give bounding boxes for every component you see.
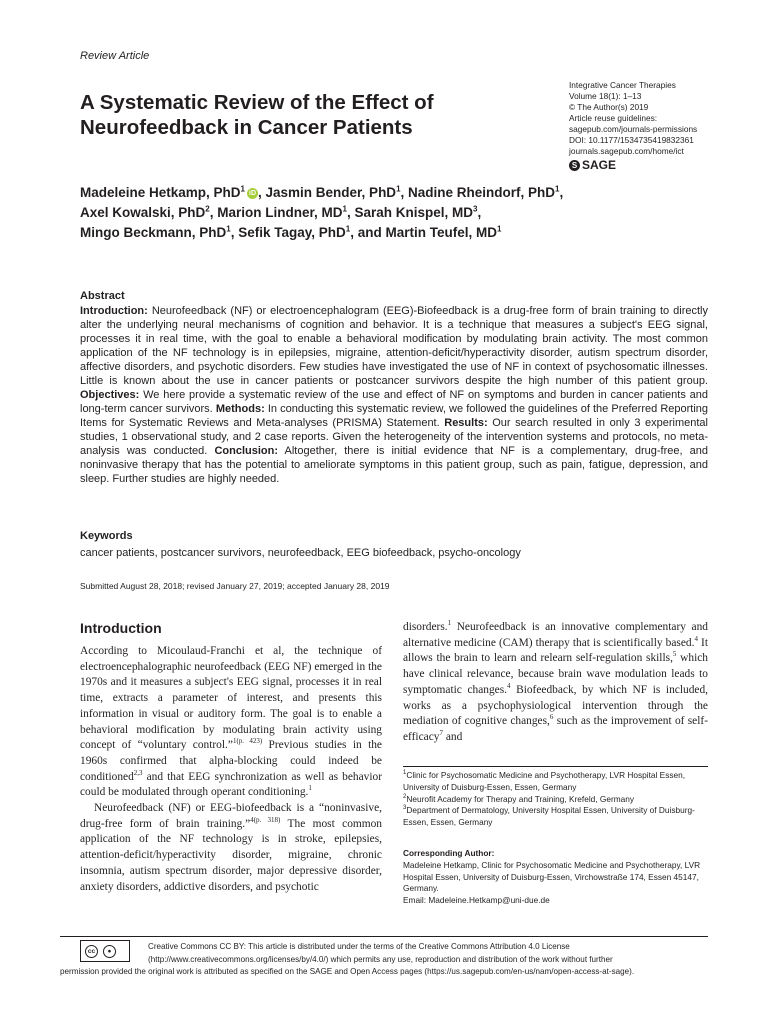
body-text: According to Micoulaud-Franchi et al, the technique of electroencephalographic neurofeedback (EEG NF) emerged in the 1970s and it measures a subject's EEG signal, processes it in real time, extracts a parameter of interest, and presents this information in visual or auditory form. The goal is to enable a behavioral modification by modulating brain activity using concept of “voluntary control.” bbox=[80, 645, 382, 752]
body-text: Biofeedback, by which NF is included, works as a psychophysiological intervention through the mediation of cognitive changes, bbox=[403, 683, 708, 728]
affiliation-item bbox=[403, 794, 708, 806]
affiliation-divider bbox=[403, 766, 708, 767]
body-paragraph bbox=[80, 801, 382, 895]
abstract-intro-label: Introduction: bbox=[80, 305, 148, 317]
copyright: © The Author(s) 2019 bbox=[569, 102, 649, 112]
author-name: Sefik Tagay, PhD bbox=[238, 225, 346, 240]
abstract-objectives-label: Objectives: bbox=[80, 389, 140, 401]
license-line: Creative Commons CC BY: This article is distributed under the terms of the Creative Commons Attribution 4.0 License bbox=[148, 942, 570, 951]
sage-logo-icon: S bbox=[569, 160, 580, 171]
author-name: Nadine Rheindorf, PhD bbox=[408, 185, 556, 200]
abstract-conclusion-text: Altogether, there is initial evidence that NF is a complementary, drug-free, and noninvasive therapy that has the potential to ameliorate symptoms in this patient group, such as pain, fatigue, depression, and sleep. Further studies are highly needed. bbox=[80, 445, 708, 485]
keywords-text: cancer patients, postcancer survivors, neurofeedback, EEG biofeedback, psycho-oncology bbox=[80, 547, 521, 559]
author-list: Madeleine Hetkamp, PhD$^1$ iD , Jasmin Bender, PhD$^1$, Nadine Rheindorf, PhD$^1$, Axel Kowalski, PhD$^2$, Marion Lindner, $MD^1$, Sarah Knispel, $MD^3$, Mingo Beckmann, PhD$^1$, Sefik Tagay, PhD$^1$, and Martin Teufel, $MD^1$ bbox=[80, 184, 564, 240]
abstract-conclusion-label: Conclusion: bbox=[214, 445, 279, 457]
author-affil-sup: 1 bbox=[226, 224, 231, 234]
author-affil-sup: 1 bbox=[555, 184, 560, 194]
affiliation-sup: 2 bbox=[403, 793, 407, 800]
abstract-objectives-text: We here provide a systematic review of the use and effect of NF on symptoms and burden in cancer patients and long-term cancer survivors. bbox=[80, 389, 708, 415]
affiliation-item bbox=[403, 770, 708, 794]
citation[interactable]: 1 bbox=[308, 784, 312, 793]
citation[interactable]: 1(p. 423) bbox=[232, 737, 263, 746]
author-name: Martin Teufel, MD bbox=[385, 225, 498, 240]
abstract-results-text: Our search resulted in only 3 experimental studies, 1 observational study, and 2 case reports. Given the heterogeneity of the intervention systems and protocols, no meta-analysis was conducted. bbox=[80, 417, 708, 457]
introduction-heading: Introduction bbox=[80, 620, 162, 636]
journal-info bbox=[569, 80, 697, 157]
author-name: Jasmin Bender, PhD bbox=[265, 185, 397, 200]
submission-dates: Submitted August 28, 2018; revised January 27, 2019; accepted January 28, 2019 bbox=[80, 581, 390, 591]
author-affil-sup: 1 bbox=[396, 184, 401, 194]
citation[interactable]: 4(p. 318) bbox=[250, 815, 281, 824]
body-text: disorders. bbox=[403, 621, 448, 633]
article-title: A Systematic Review of the Effect of Neurofeedback in Cancer Patients bbox=[80, 91, 434, 139]
corresponding-author bbox=[403, 848, 708, 907]
corresponding-author-address: Madeleine Hetkamp, Clinic for Psychosomatic Medicine and Psychotherapy, LVR Hospital Essen, University of Duisburg-Essen, Virchowstraße 174, Essen 45147, Germany. bbox=[403, 859, 701, 894]
author-affil-sup: 1 bbox=[240, 184, 245, 194]
citation[interactable]: 2,3 bbox=[133, 768, 143, 777]
body-text: such as the improvement of self-efficacy bbox=[403, 715, 708, 743]
corresponding-author-heading: Corresponding Author: bbox=[403, 848, 495, 858]
author-name: Madeleine Hetkamp, PhD bbox=[80, 185, 241, 200]
affiliation-item bbox=[403, 805, 708, 829]
author-affil-sup: 2 bbox=[205, 204, 210, 214]
affiliation-sup: 3 bbox=[403, 805, 407, 812]
journal-home-link[interactable]: journals.sagepub.com/home/ict bbox=[569, 146, 684, 156]
abstract-methods-text: In conducting this systematic review, we followed the guidelines of the Preferred Reporting Items for Systematic Reviews and Meta-analyses (PRISMA) Statement. bbox=[80, 403, 709, 429]
abstract-methods-label: Methods: bbox=[215, 403, 265, 415]
abstract-results-label: Results: bbox=[444, 417, 488, 429]
author-name: Sarah Knispel, MD bbox=[354, 205, 474, 220]
affiliation-text: Department of Dermatology, University Hospital Essen, University of Duisburg-Essen, Essen, Germany bbox=[403, 805, 695, 828]
journal-volume: Volume 18(1): 1–13 bbox=[569, 91, 642, 101]
affiliation-sup: 1 bbox=[403, 770, 407, 777]
doi-link[interactable]: DOI: 10.1177/1534735419832361 bbox=[569, 135, 694, 145]
section-label: Review Article bbox=[80, 50, 150, 62]
body-text: Previous studies in the 1960s confirmed that alpha-blocking could indeed be conditioned bbox=[80, 739, 382, 783]
author-name: Marion Lindner, MD bbox=[217, 205, 343, 220]
reuse-label: Article reuse guidelines: bbox=[569, 113, 658, 123]
citation[interactable]: 4 bbox=[506, 682, 511, 691]
citation[interactable]: 4 bbox=[694, 634, 698, 643]
abstract-heading: Abstract bbox=[80, 290, 125, 302]
body-paragraph bbox=[80, 644, 382, 801]
affiliations bbox=[403, 770, 708, 829]
sage-logo-text: SAGE bbox=[582, 158, 617, 172]
citation[interactable]: 5 bbox=[672, 650, 677, 659]
body-text: The most common application of the NF technology is in stroke, epilepsies, attention-deficit/hyperactivity disorder, migraine, chronic insomnia, autism spectrum disorder, major depressive disorder, anxiety disorders, addictive disorders, and psychotic bbox=[80, 817, 382, 893]
body-text: Neurofeedback (NF) or EEG-biofeedback is a “noninvasive, drug-free form of brain training.” bbox=[80, 802, 382, 830]
citation[interactable]: 1 bbox=[447, 619, 452, 628]
creative-commons-icon: cc bbox=[85, 945, 98, 958]
citation[interactable]: 6 bbox=[549, 713, 554, 722]
author-name: Mingo Beckmann, PhD bbox=[80, 225, 227, 240]
body-column-right bbox=[403, 620, 708, 746]
body-text: and bbox=[442, 730, 463, 743]
keywords-heading: Keywords bbox=[80, 530, 133, 542]
corresponding-author-email[interactable]: Email: Madeleine.Hetkamp@uni-due.de bbox=[403, 895, 550, 906]
license-url[interactable]: (http://www.creativecommons.org/licenses/by/4.0/) which permits any use, reproduction and distribution of the work without further bbox=[148, 954, 613, 964]
abstract-body bbox=[80, 304, 708, 486]
orcid-icon[interactable]: iD bbox=[249, 190, 256, 197]
sage-logo bbox=[569, 158, 616, 172]
abstract-intro-text: Neurofeedback (NF) or electroencephalogram (EEG)-Biofeedback is a drug-free form of brain training to directly alter the underlying neural mechanisms of cognition and behavior. It is a technique that measures a subject's EEG signal, processes it in real time, with the goal to enable a behavioral modification by modulating brain activity. The most common application of the NF technology is in epilepsies, migraine, attention-deficit/hyperactivity disorder, autism spectrum disorder, affective disorders, and psychotic disorders. Few studies have investigated the use of NF in context of psychosomatic illnesses. Little is known about the use in cancer patients or postcancer survivors despite the high number of this patient group. bbox=[80, 305, 708, 387]
citation[interactable]: 7 bbox=[439, 729, 443, 738]
license-line: permission provided the original work is attributed as specified on the SAGE and Open Access pages (https://us.sagepub.com/en-us/nam/open-access-at-sage). bbox=[60, 967, 635, 976]
author-affil-sup: 1 bbox=[342, 204, 347, 214]
author-affil-sup: 1 bbox=[497, 224, 502, 234]
body-text: Neurofeedback is an innovative complementary and alternative medicine (CAM) therapy that is scientifically based. bbox=[403, 621, 708, 649]
author-affil-sup: 1 bbox=[345, 224, 351, 234]
body-text: and that EEG synchronization as well as behavior could be modulated through operant conditioning. bbox=[80, 770, 382, 799]
license-notice bbox=[60, 941, 708, 979]
footer-divider bbox=[60, 936, 708, 937]
body-column-left bbox=[80, 644, 382, 895]
attribution-person-icon: ● bbox=[103, 945, 116, 958]
affiliation-text: Neurofit Academy for Therapy and Training, Krefeld, Germany bbox=[406, 793, 635, 804]
journal-name: Integrative Cancer Therapies bbox=[569, 80, 676, 90]
author-affil-sup: 3 bbox=[473, 204, 478, 214]
permissions-link[interactable]: sagepub.com/journals-permissions bbox=[569, 124, 698, 134]
body-text: It allows the brain to learn and relearn self-regulation skills, bbox=[403, 636, 708, 665]
body-text: which have clinical relevance, because brain wave modulation leads to symptomatic changes. bbox=[403, 652, 708, 696]
affiliation-text: Clinic for Psychosomatic Medicine and Psychotherapy, LVR Hospital Essen, University of Duisburg-Essen, Essen, Germany bbox=[403, 770, 686, 792]
author-name: Axel Kowalski, PhD bbox=[80, 205, 206, 220]
